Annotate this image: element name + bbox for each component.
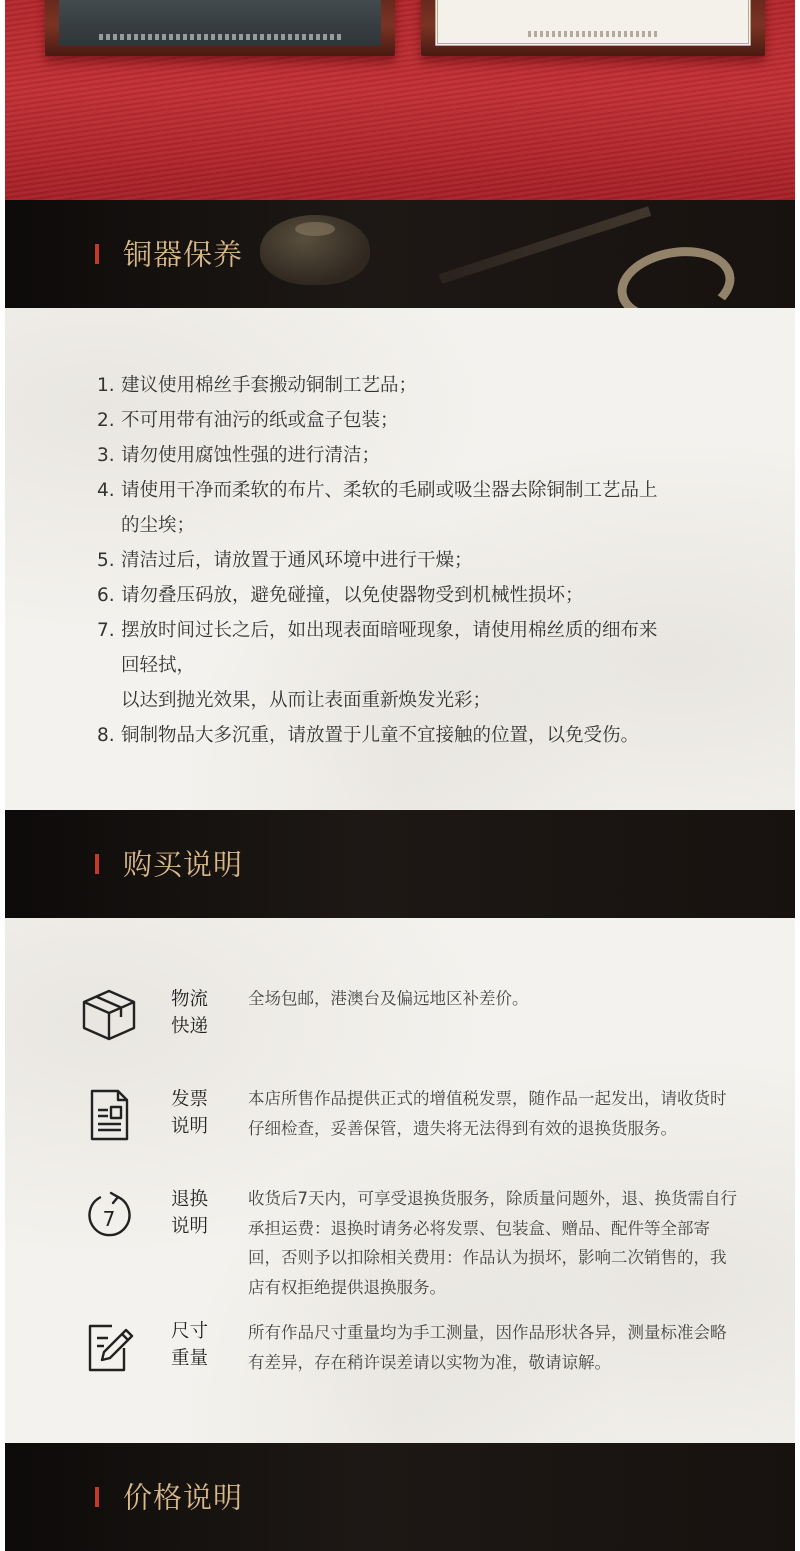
accent-bar [95,1487,99,1507]
section-title: 购买说明 [123,847,244,882]
certificate-frame-right [421,0,765,56]
invoice-desc: 本店所售作品提供正式的增值税发票，随作品一起发出，请收货时仔细检查，妥善保管，遗失将无法得到有效的退换货服务。 [248,1089,727,1138]
svg-text:7: 7 [102,1207,116,1231]
certificate-photo [5,0,795,200]
bracelet-decoration [611,238,740,308]
list-item: 8. 铜制物品大多沉重，请放置于儿童不宜接触的位置，以免受伤。 [97,725,640,746]
size-desc: 所有作品尺寸重量均为手工测量，因作品形状各异，测量标准会略有差异，存在稍许误差请以实物为准，敬请谅解。 [248,1323,727,1372]
accent-bar [95,244,99,264]
section-title: 价格说明 [123,1480,244,1515]
accent-bar [95,854,99,874]
package-box-icon [80,986,138,1044]
invoice-label: 发票 说明 [171,1089,209,1137]
list-item: 3. 请勿使用腐蚀性强的进行清洁； [97,445,381,466]
shipping-desc: 全场包邮，港澳台及偏远地区补差价。 [248,989,529,1008]
list-item: 2. 不可用带有油污的纸或盒子包装； [97,410,399,431]
plaque-frame-left [45,0,395,56]
care-instructions-panel [5,308,795,810]
size-label: 尺寸 重量 [171,1321,209,1369]
return-desc: 收货后7天内，可享受退换货服务，除质量问题外，退、换货需自行承担运费：退换时请务必将发票、包装盒、赠品、配件等全部寄回，否则予以扣除相关费用：作品认为损坏，影响二次销售的，我店有权拒绝提供退换服务。 [248,1189,737,1297]
purchase-info-panel [5,918,795,1443]
list-item: 7. 摆放时间过长之后，如出现表面暗哑现象，请使用棉丝质的细布来 回轻拭， 以达到抛光效果，从而让表面重新焕发光彩； [97,620,658,711]
section-header-price [5,1443,795,1551]
list-item: 4. 请使用干净而柔软的布片、柔软的毛刷或吸尘器去除铜制工艺品上 的尘埃； [97,480,658,536]
list-item: 6. 请勿叠压码放，避免碰撞，以免使器物受到机械性损坏； [97,585,584,606]
care-list [97,368,737,753]
section-header-care [5,200,795,308]
shipping-label: 物流 快递 [171,989,209,1037]
section-title: 铜器保养 [123,237,244,272]
measure-edit-icon [80,1318,138,1376]
tool-decoration [439,206,651,283]
invoice-document-icon [80,1086,138,1144]
return-label: 退换 说明 [171,1189,209,1237]
list-item: 1. 建议使用棉丝手套搬动铜制工艺品； [97,375,418,396]
seven-day-return-icon [80,1188,138,1246]
section-header-purchase [5,810,795,918]
list-item: 5. 清洁过后，请放置于通风环境中进行干燥； [97,550,473,571]
